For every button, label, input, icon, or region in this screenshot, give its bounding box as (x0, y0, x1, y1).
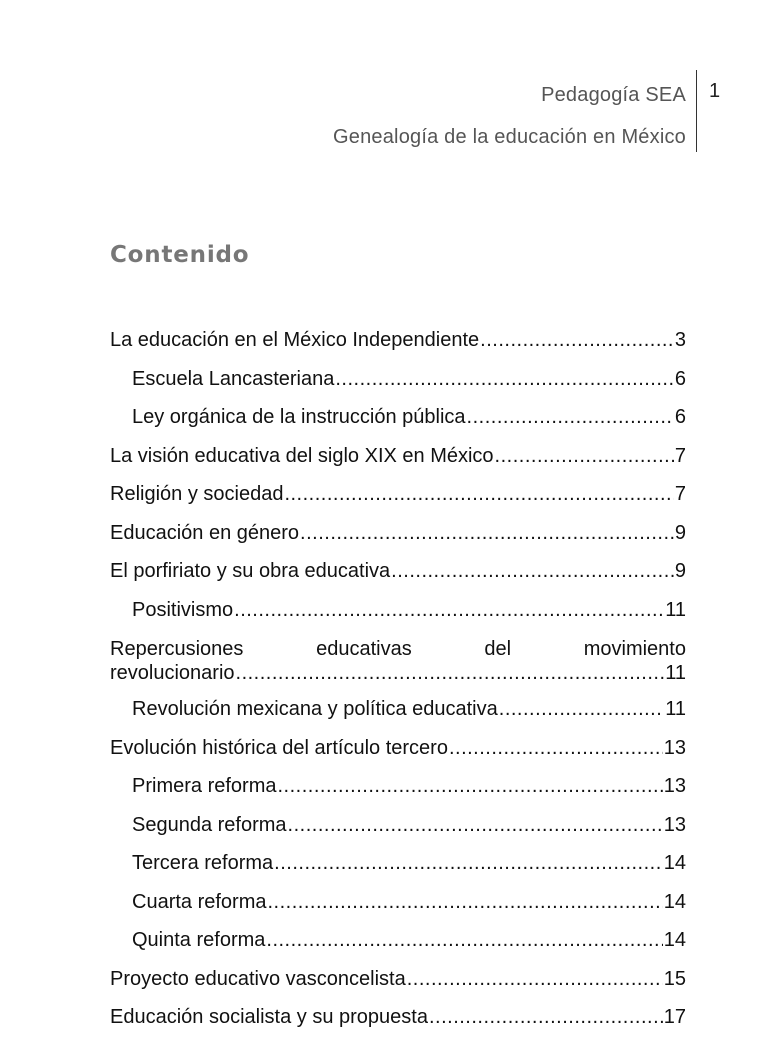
table-of-contents (110, 321, 686, 1037)
toc-entry-page: 9 (674, 560, 686, 582)
toc-entry-title: Tercera reforma (132, 852, 274, 874)
toc-subentry[interactable] (110, 398, 686, 437)
dot-leader (236, 660, 665, 686)
toc-entry-page: 11 (665, 662, 686, 684)
dot-leader (268, 883, 663, 922)
toc-subentry[interactable] (110, 690, 686, 729)
dot-leader (277, 767, 662, 806)
toc-subentry[interactable] (110, 360, 686, 399)
toc-entry-page: 17 (663, 1006, 686, 1028)
toc-subentry[interactable] (110, 806, 686, 845)
toc-entry-page: 7 (674, 483, 686, 505)
toc-entry-page: 11 (665, 598, 686, 621)
toc-entry-page: 15 (663, 967, 686, 990)
toc-subentry[interactable] (110, 921, 686, 960)
dot-leader (288, 806, 663, 845)
toc-entry-title: Religión y sociedad (110, 483, 284, 505)
dot-leader (234, 591, 664, 630)
toc-entry-word: educativas (316, 638, 412, 660)
toc-entry-page: 7 (674, 444, 686, 467)
toc-entry-page: 14 (663, 890, 686, 913)
toc-subentry[interactable] (110, 844, 686, 883)
dot-leader (266, 921, 662, 960)
toc-entry-title: Revolución mexicana y política educativa (132, 698, 498, 720)
toc-entry-title: Ley orgánica de la instrucción pública (132, 406, 466, 428)
toc-entry-page: 9 (674, 521, 686, 544)
toc-entry[interactable] (110, 475, 686, 514)
toc-entry-title-line2 (110, 660, 686, 690)
toc-entry-word: movimiento (583, 638, 686, 660)
toc-entry-page: 6 (674, 367, 686, 390)
toc-entry-title: Cuarta reforma (132, 890, 267, 913)
course-name: Pedagogía SEA (541, 84, 686, 106)
toc-entry-page: 13 (663, 736, 686, 759)
toc-entry-title: Escuela Lancasteriana (132, 367, 335, 390)
dot-leader (480, 321, 674, 360)
toc-entry-title: Proyecto educativo vasconcelista (110, 967, 406, 990)
dot-leader (429, 998, 663, 1037)
toc-subentry[interactable] (110, 883, 686, 922)
toc-entry-title: Educación en género (110, 521, 300, 544)
toc-entry[interactable] (110, 998, 686, 1037)
toc-entry[interactable] (110, 321, 686, 360)
subject-title: Genealogía de la educación en México (333, 126, 686, 148)
toc-entry-title: Segunda reforma (132, 813, 287, 836)
toc-entry-title: La visión educativa del siglo XIX en México (110, 444, 494, 467)
toc-entry-title: La educación en el México Independiente (110, 329, 480, 351)
toc-entry-title: Quinta reforma (132, 929, 266, 951)
toc-entry-page: 14 (663, 852, 686, 874)
header-divider (696, 70, 697, 152)
toc-entry-title: Positivismo (132, 598, 234, 621)
dot-leader (284, 475, 673, 514)
dot-leader (449, 729, 663, 768)
dot-leader (499, 690, 664, 729)
toc-entry-page: 6 (674, 406, 686, 428)
toc-entry-word: Repercusiones (110, 638, 244, 660)
toc-heading: Contenido (110, 242, 250, 268)
page-header (333, 78, 686, 154)
toc-entry-word: del (484, 638, 512, 660)
dot-leader (391, 552, 674, 591)
toc-entry-page: 14 (663, 929, 686, 951)
toc-entry[interactable] (110, 552, 686, 591)
toc-entry-title: Primera reforma (132, 775, 277, 797)
dot-leader (407, 960, 663, 999)
toc-entry-page: 13 (663, 775, 686, 797)
toc-entry[interactable] (110, 729, 686, 768)
toc-entry-title: Educación socialista y su propuesta (110, 1006, 428, 1028)
dot-leader (467, 398, 674, 437)
toc-entry-page: 11 (665, 698, 686, 720)
dot-leader (274, 844, 663, 883)
toc-subentry[interactable] (110, 767, 686, 806)
toc-entry-page: 3 (674, 329, 686, 351)
toc-entry-title-line1 (110, 629, 686, 660)
toc-entry-page: 13 (663, 813, 686, 836)
toc-entry-title: Evolución histórica del artículo tercero (110, 736, 448, 759)
dot-leader (495, 437, 674, 476)
toc-entry-word: revolucionario (110, 662, 235, 684)
dot-leader (335, 360, 674, 399)
dot-leader (300, 514, 674, 553)
toc-entry[interactable] (110, 514, 686, 553)
toc-entry[interactable] (110, 960, 686, 999)
toc-entry[interactable] (110, 437, 686, 476)
toc-subentry[interactable] (110, 591, 686, 630)
page-number: 1 (709, 80, 721, 102)
toc-entry-title: El porfiriato y su obra educativa (110, 560, 391, 582)
toc-entry[interactable] (110, 629, 686, 690)
